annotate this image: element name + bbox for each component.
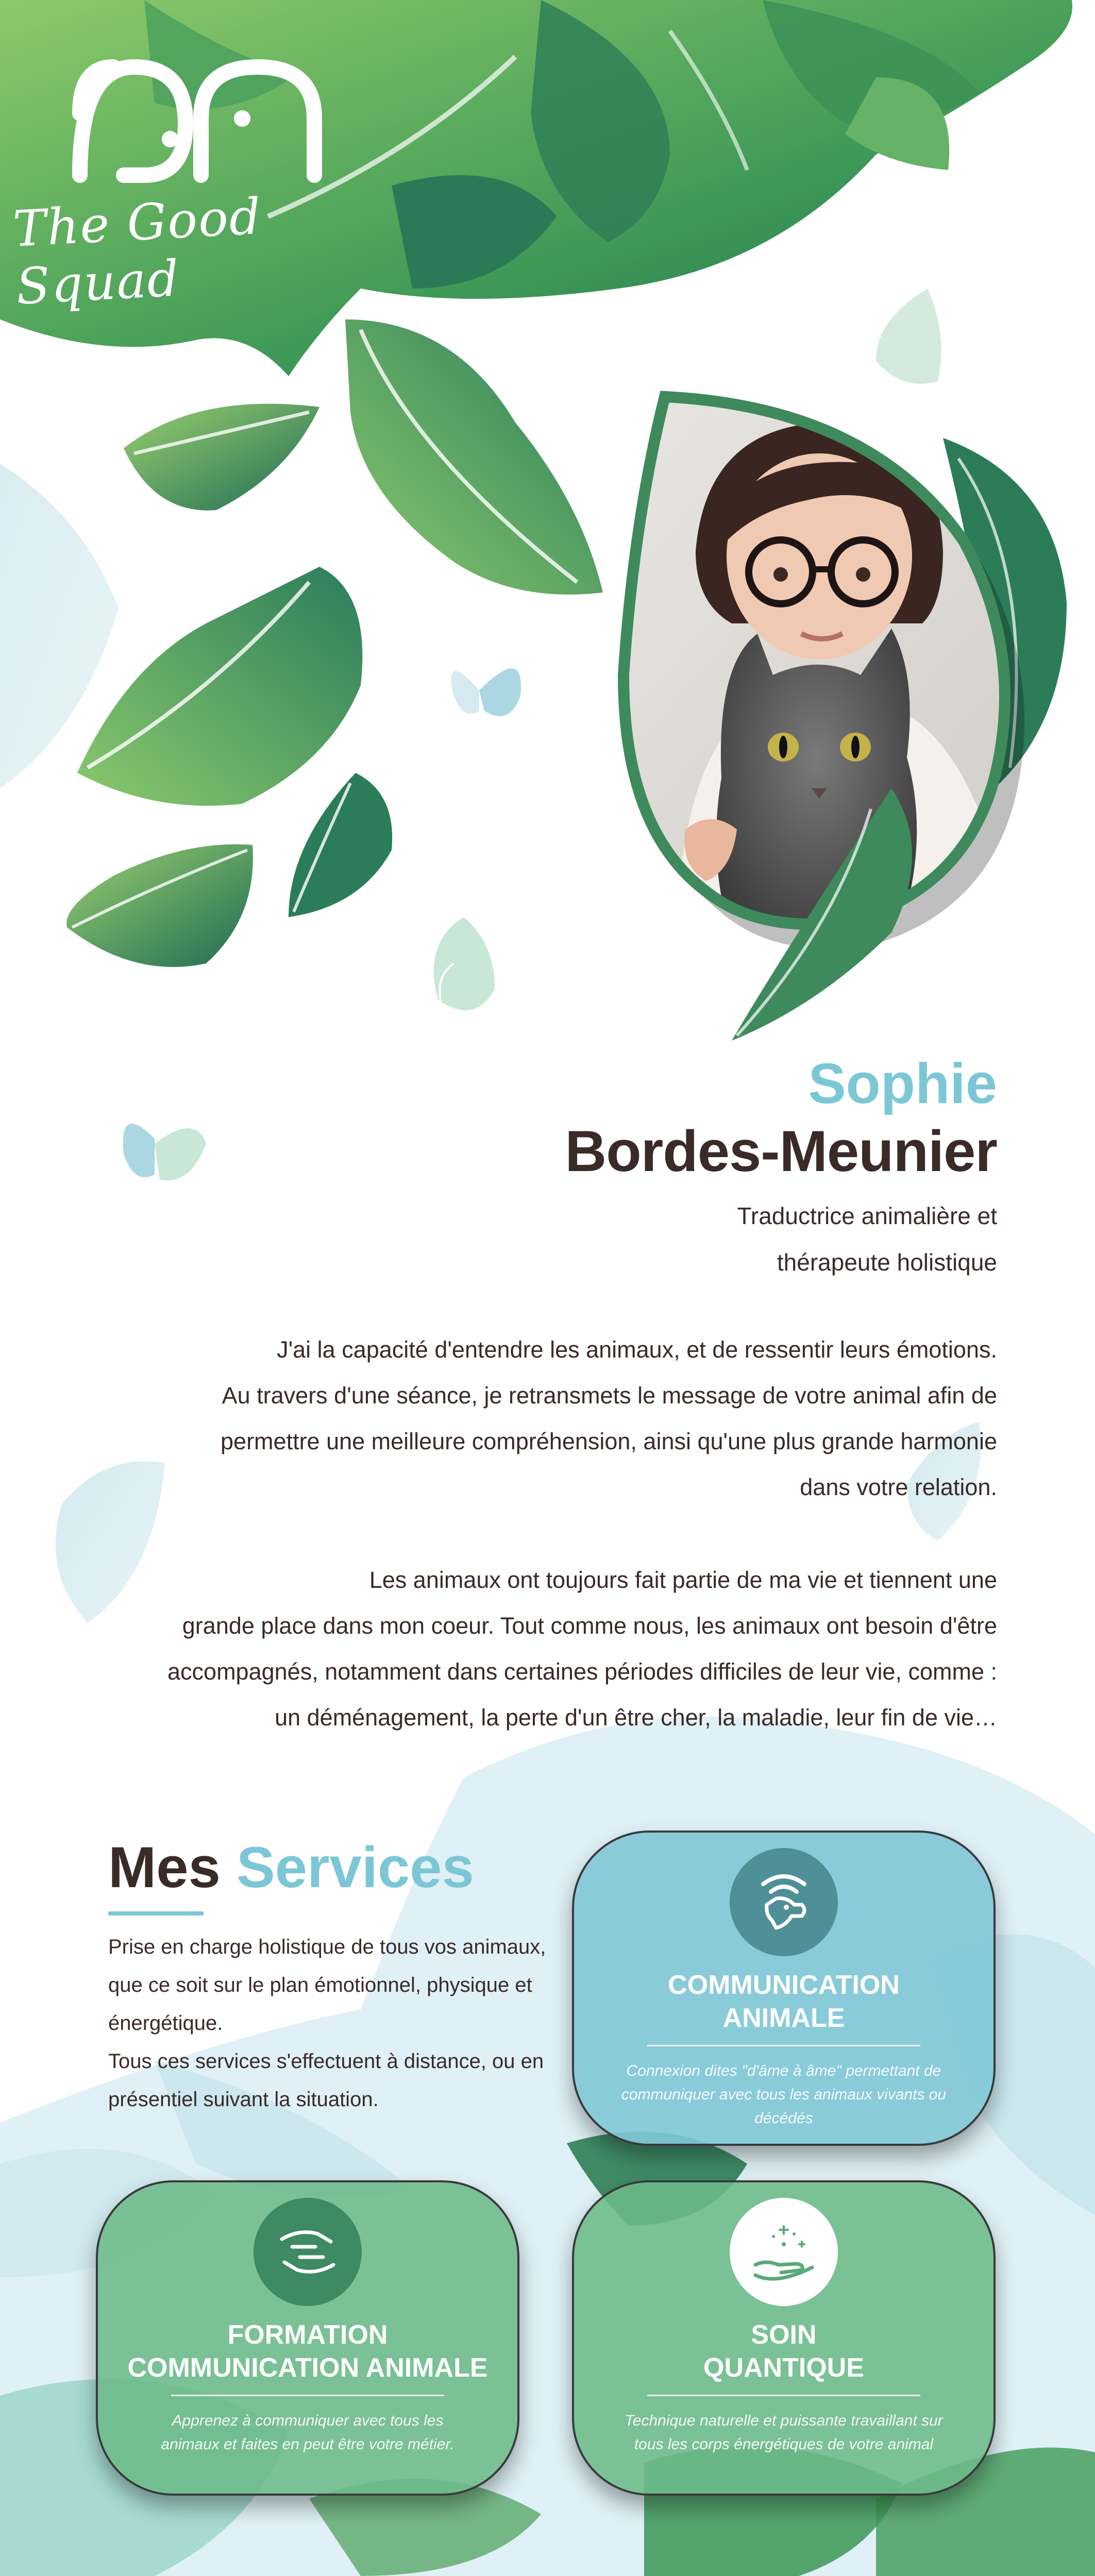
services-desc-line: que ce soit sur le plan émotionnel, physique et <box>108 1974 532 1996</box>
intro-line: permettre une meilleure compréhension, ainsi qu'une plus grande harmonie <box>221 1428 997 1454</box>
card-title-line: ANIMALE <box>722 2003 845 2033</box>
services-underline <box>108 1911 204 1916</box>
card-divider <box>647 2045 920 2046</box>
intro-paragraph-1 <box>28 1327 997 1510</box>
services-desc-line: Prise en charge holistique de tous vos animaux, <box>108 1936 546 1958</box>
card-title-line: COMMUNICATION <box>668 1970 900 2000</box>
portrait-photo <box>603 386 1095 1051</box>
profile-last-name: Bordes-Meunier <box>565 1119 997 1183</box>
services-desc-line: Tous ces services s'effectuent à distance, ou en <box>108 2050 544 2073</box>
card-title-line: QUANTIQUE <box>703 2353 864 2383</box>
profile-role-line: thérapeute holistique <box>777 1249 997 1276</box>
card-title <box>584 1969 983 2035</box>
services-desc-line: énergétique. <box>108 2012 223 2035</box>
intro-paragraph-2 <box>28 1557 997 1740</box>
sparkle-hand-icon <box>730 2198 838 2306</box>
intro-line: Au travers d'une séance, je retransmets le message de votre animal afin de <box>222 1382 997 1409</box>
card-title <box>108 2318 507 2384</box>
card-title <box>584 2318 983 2384</box>
hands-icon <box>254 2198 362 2306</box>
profile-first-name: Sophie <box>808 1052 997 1115</box>
card-title-line: FORMATION <box>227 2320 388 2350</box>
services-heading <box>108 1834 474 1901</box>
card-title-line: COMMUNICATION ANIMALE <box>127 2353 488 2383</box>
service-card-soin[interactable] <box>572 2180 996 2496</box>
brand-logo-text: The Good Squad <box>11 187 263 316</box>
intro-line: Les animaux ont toujours fait partie de ma vie et tiennent une <box>369 1567 997 1593</box>
card-description: Technique naturelle et puissante travaillant sur tous les corps énergétiques de votre animal <box>625 2412 943 2453</box>
intro-line: J'ai la capacité d'entendre les animaux, et de ressentir leurs émotions. <box>277 1336 997 1363</box>
intro-line: dans votre relation. <box>800 1474 997 1500</box>
card-divider <box>171 2395 444 2396</box>
intro-line: accompagnés, notamment dans certaines périodes difficiles de leur vie, comme : <box>167 1658 997 1685</box>
intro-line: un déménagement, la perte d'un être cher, la maladie, leur fin de vie… <box>275 1704 997 1731</box>
service-card-communication[interactable] <box>572 1831 996 2146</box>
intro-line: grande place dans mon coeur. Tout comme nous, les animaux ont besoin d'être <box>182 1613 997 1639</box>
dog-signal-icon <box>730 1848 838 1956</box>
services-heading-part2: Services <box>237 1835 474 1900</box>
profile-role-line: Traductrice animalière et <box>737 1202 997 1229</box>
card-divider <box>647 2395 920 2396</box>
services-description <box>108 1928 562 2119</box>
profile-role <box>533 1193 997 1285</box>
card-title-line: SOIN <box>751 2320 817 2350</box>
services-heading-part1: Mes <box>108 1835 221 1900</box>
card-description: Apprenez à communiquer avec tous les animaux et faites en peut être votre métier. <box>161 2412 454 2453</box>
services-desc-line: présentiel suivant la situation. <box>108 2088 379 2111</box>
card-description: Connexion dites "d'âme à âme" permettant de communiquer avec tous les animaux vivants ou décédés <box>621 2062 947 2127</box>
service-card-formation[interactable] <box>96 2180 519 2496</box>
